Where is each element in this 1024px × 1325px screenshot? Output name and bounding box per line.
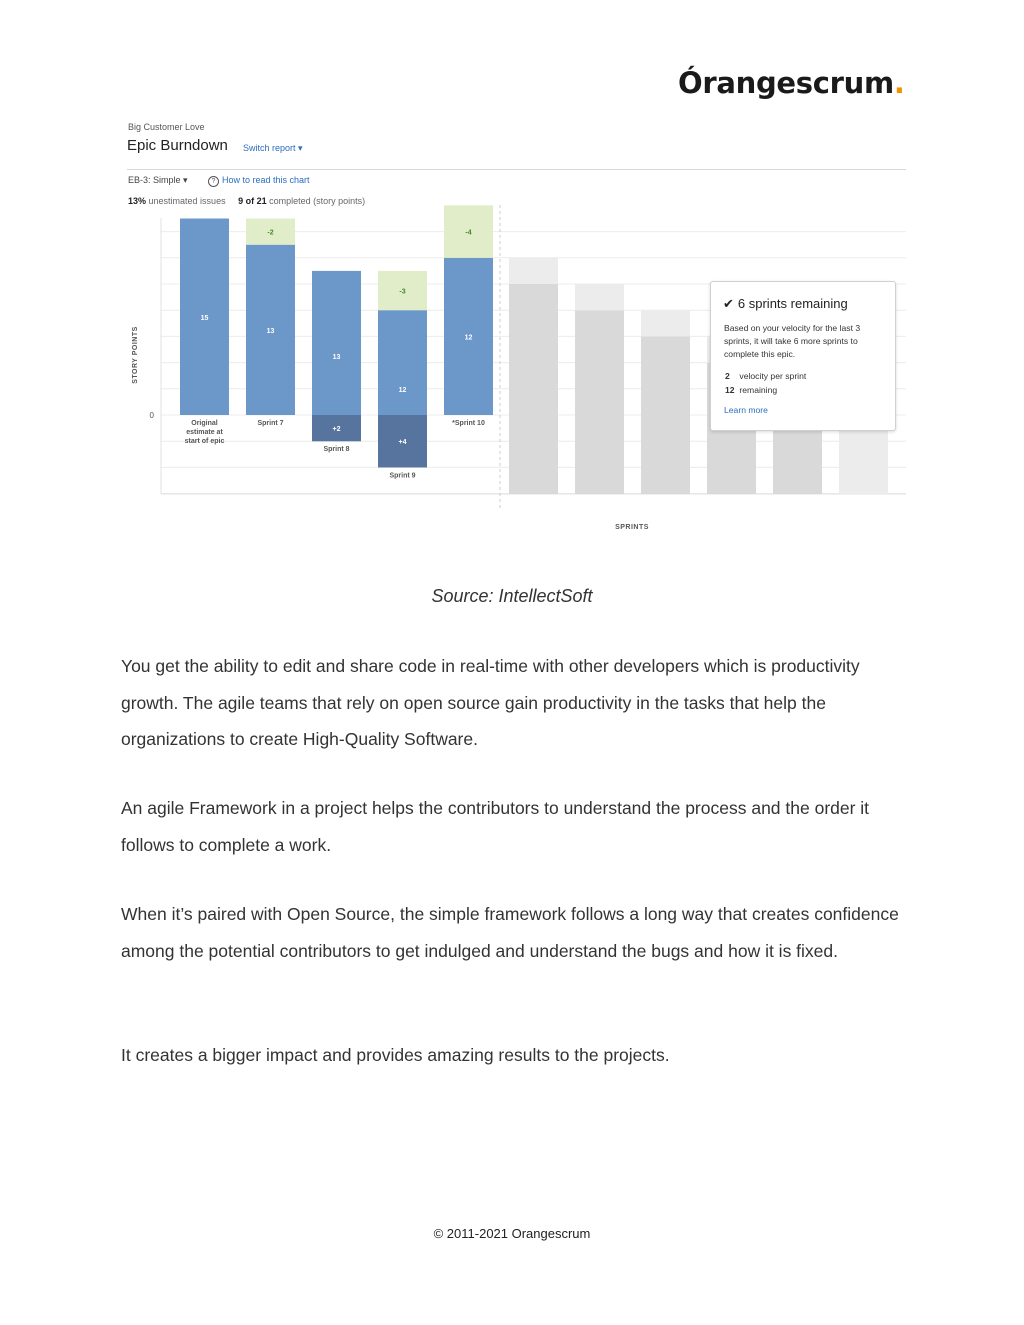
project-name: Big Customer Love bbox=[128, 122, 205, 132]
copyright-footer: © 2011-2021 Orangescrum bbox=[433, 1226, 591, 1241]
forecast-bar-light bbox=[641, 310, 690, 336]
remaining-value: 12 bbox=[725, 385, 735, 395]
unestimated-label: unestimated issues bbox=[148, 196, 226, 206]
learn-more-link[interactable]: Learn more bbox=[724, 405, 768, 415]
paragraph-1: You get the ability to edit and share code in real-time with other developers which is productivity growth. The agile teams that rely on open source gain productivity in the tasks that help the organizations to create High-Quality Software. bbox=[121, 656, 860, 750]
epic-select[interactable]: EB-3: Simple ▾ bbox=[128, 175, 188, 185]
completed-count: 9 of 21 bbox=[238, 196, 267, 206]
forecast-bar bbox=[575, 310, 624, 494]
paragraph-2: An agile Framework in a project helps the contributors to understand the process and the order it follows to complete a work. bbox=[121, 798, 870, 855]
logo-text: Órangescrum bbox=[678, 66, 894, 100]
bar-scope-label: -2 bbox=[267, 229, 274, 237]
x-tick-label: *Sprint 10 bbox=[452, 420, 485, 427]
x-axis-label: SPRINTS bbox=[615, 524, 649, 531]
tooltip-title bbox=[723, 296, 848, 312]
how-to-read-label: How to read this chart bbox=[222, 175, 310, 185]
bar-value-label: 12 bbox=[464, 334, 473, 342]
unestimated-pct: 13% bbox=[128, 196, 147, 206]
report-title: Epic Burndown bbox=[127, 137, 228, 154]
x-tick-label: Original bbox=[191, 420, 218, 427]
y-axis-label: STORY POINTS bbox=[132, 326, 139, 384]
paragraph-4: It creates a bigger impact and provides amazing results to the projects. bbox=[121, 1045, 670, 1065]
velocity-value: 2 bbox=[725, 371, 730, 381]
tooltip-body: Based on your velocity for the last 3 sprints, it will take 6 more sprints to complete this epic. bbox=[724, 323, 861, 359]
bar-value-label: 13 bbox=[266, 327, 275, 335]
completed-label: completed (story points) bbox=[269, 196, 366, 206]
logo-dot: . bbox=[893, 66, 905, 100]
switch-report-link[interactable]: Switch report ▾ bbox=[243, 143, 303, 153]
paragraph-3: When it’s paired with Open Source, the simple framework follows a long way that creates confidence among the potential contributors to get indulged and understand the bugs and how it is fixed. bbox=[121, 904, 899, 961]
figure-caption: Source: IntellectSoft bbox=[431, 586, 593, 606]
bar-scope-label: -3 bbox=[399, 288, 406, 296]
forecast-tooltip bbox=[710, 281, 896, 431]
tooltip-title-text: 6 sprints remaining bbox=[737, 296, 848, 311]
x-tick-label: Sprint 7 bbox=[257, 420, 284, 427]
remaining-row bbox=[725, 385, 777, 395]
y-tick-label: 0 bbox=[149, 411, 154, 420]
velocity-label: velocity per sprint bbox=[739, 371, 807, 381]
bar-value-label: 15 bbox=[200, 314, 209, 322]
remaining-label: remaining bbox=[739, 385, 778, 395]
velocity-row bbox=[725, 371, 806, 381]
check-icon: ✔ bbox=[723, 296, 734, 311]
bar-value-label: 13 bbox=[332, 354, 341, 362]
question-circle-icon: ? bbox=[208, 176, 219, 187]
x-tick-label: estimate at bbox=[186, 429, 223, 436]
bar-added-label: +4 bbox=[398, 439, 407, 447]
x-tick-label: Sprint 9 bbox=[389, 472, 416, 480]
orangescrum-logo bbox=[678, 66, 905, 100]
x-tick-label: Sprint 8 bbox=[323, 446, 350, 454]
forecast-bar-light bbox=[575, 284, 624, 310]
forecast-bar bbox=[509, 284, 558, 494]
forecast-bar bbox=[641, 336, 690, 494]
x-tick-label: start of epic bbox=[184, 438, 225, 445]
bar-value-label: 12 bbox=[398, 386, 407, 394]
bar-scope-label: -4 bbox=[465, 229, 472, 237]
forecast-bar-light bbox=[509, 258, 558, 284]
epic-burndown-figure bbox=[120, 115, 910, 545]
bar-added-label: +2 bbox=[332, 426, 341, 434]
